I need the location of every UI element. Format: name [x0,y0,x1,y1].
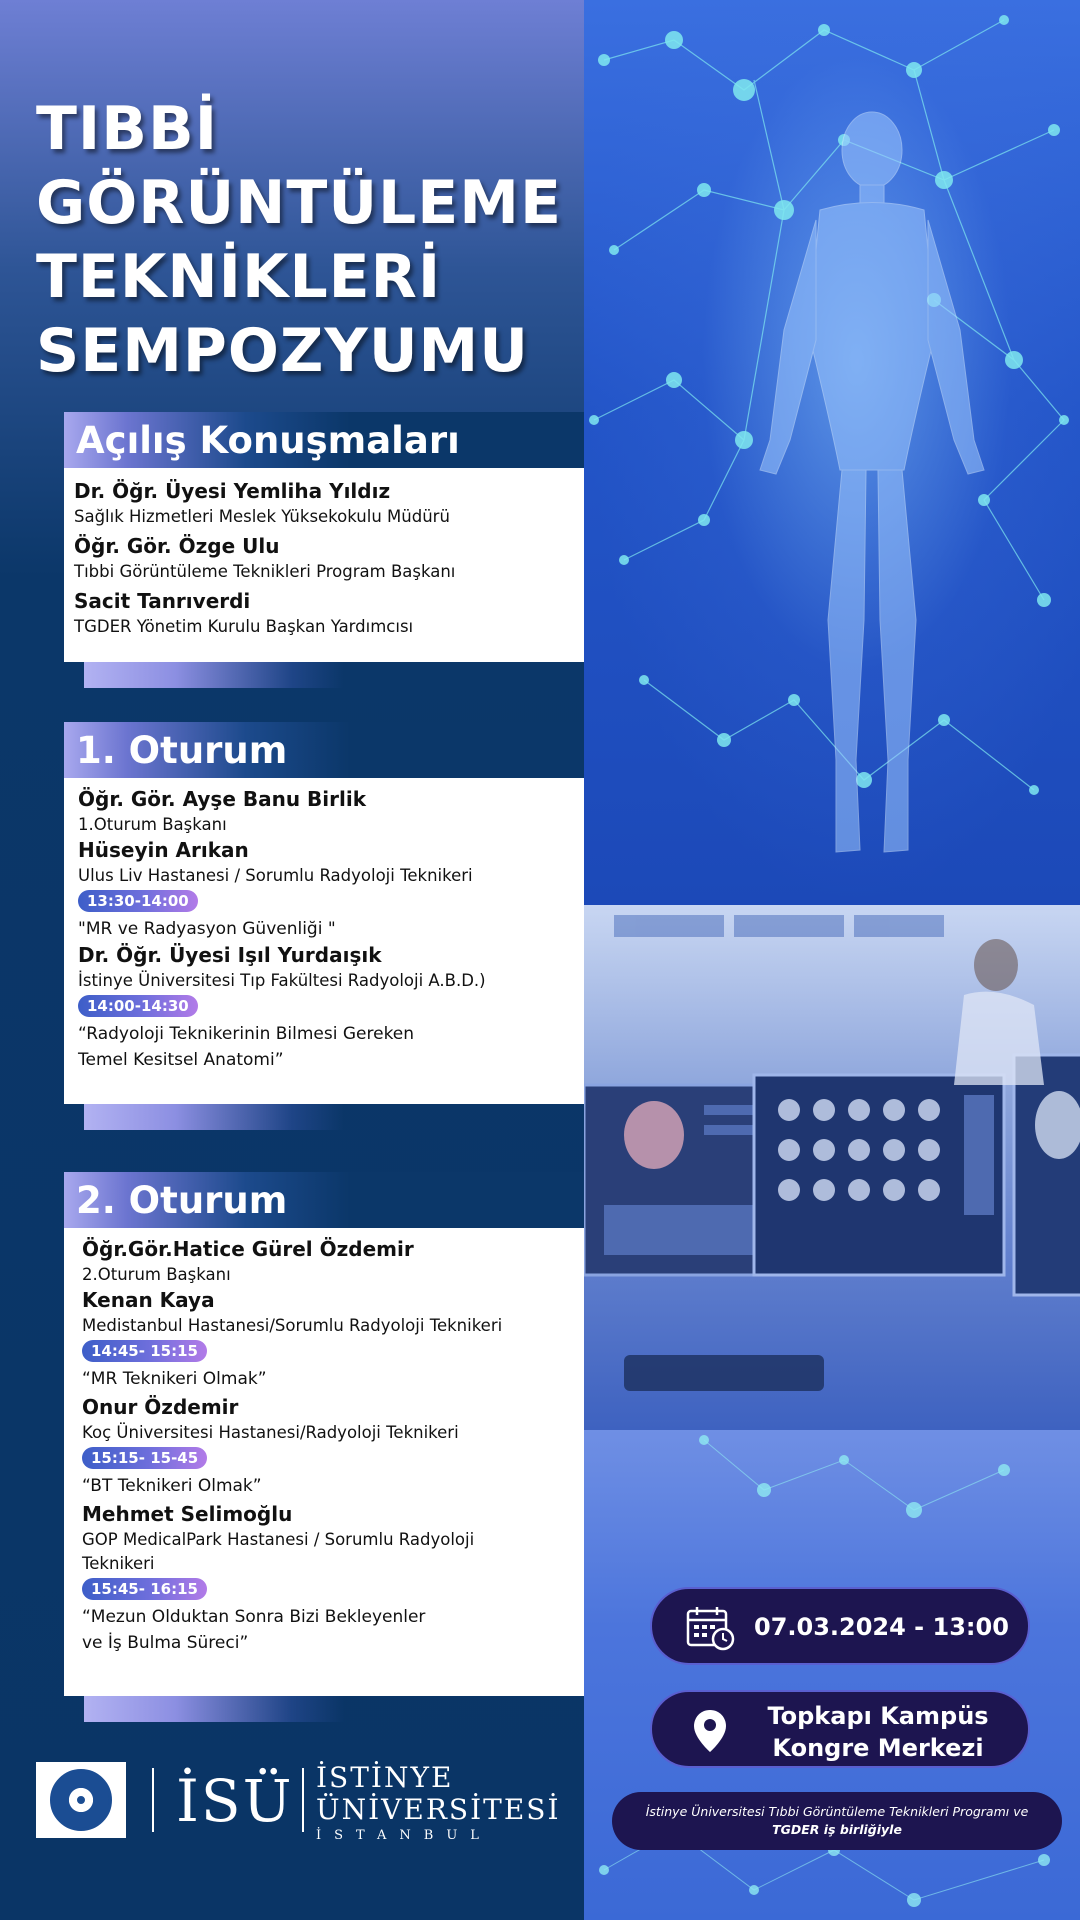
logo-divider [152,1768,154,1832]
location-pin-icon [692,1708,728,1754]
time-badge: 14:45- 15:15 [82,1340,207,1362]
speaker-role: İstinye Üniversitesi Tıp Fakültesi Radyoloji A.B.D.) [78,971,486,990]
talk-topic-line-2: Temel Kesitsel Anatomi” [78,1050,284,1070]
talk-topic-line-1: “Radyoloji Teknikerinin Bilmesi Gereken [78,1024,415,1044]
network-nodes-illustration [584,0,1080,905]
title-line-3: TEKNİKLERİ [36,242,442,312]
speaker-name: Dr. Öğr. Üyesi Yemliha Yıldız [74,479,391,503]
speaker-role: Medistanbul Hastanesi/Sorumlu Radyoloji Teknikeri [82,1316,503,1335]
title-line-1: TIBBİ [36,94,219,164]
section-heading: Açılış Konuşmaları [64,412,584,468]
university-name-line-1: İSTİNYE [316,1761,454,1794]
event-date-pill [650,1587,1030,1665]
speaker-role: TGDER Yönetim Kurulu Başkan Yardımcısı [74,617,414,636]
human-anatomy-illustration [584,0,1080,905]
speaker-role: Ulus Liv Hastanesi / Sorumlu Radyoloji Teknikeri [78,866,473,885]
speaker-role-line-2: Teknikeri [82,1554,155,1573]
partner-line-1: İstinye Üniversitesi Tıbbi Görüntüleme Teknikleri Programı ve [645,1804,1029,1819]
location-line-2: Kongre Merkezi [772,1734,984,1762]
event-datetime: 07.03.2024 - 13:00 [754,1613,1009,1641]
event-location-pill [650,1690,1030,1768]
speaker-name: Mehmet Selimoğlu [82,1502,293,1526]
speaker-name: Dr. Öğr. Üyesi Işıl Yurdaışık [78,943,382,967]
talk-topic-line-2: ve İş Bulma Süreci” [82,1633,249,1653]
section-tail-decoration [84,1696,344,1722]
talk-topic: “MR Teknikeri Olmak” [82,1369,267,1389]
speaker-name: Hüseyin Arıkan [78,838,249,862]
opening-section [64,412,584,688]
section-body [64,1228,584,1696]
speaker-role: Tıbbi Görüntüleme Teknikleri Program Başkanı [74,562,456,581]
speaker-role: Sağlık Hizmetleri Meslek Yüksekokulu Müdürü [74,507,450,526]
section-tail-decoration [84,1104,344,1130]
section-heading: 2. Oturum [64,1172,584,1228]
logo-divider [302,1768,304,1832]
section-heading: 1. Oturum [64,722,584,778]
speaker-name: Onur Özdemir [82,1395,239,1419]
university-name-line-2: ÜNİVERSİTESİ [316,1793,561,1826]
speaker-name: Kenan Kaya [82,1288,215,1312]
calendar-clock-icon [686,1605,736,1651]
chair-role: 2.Oturum Başkanı [82,1265,231,1284]
partner-line-2: TGDER iş birliğiyle [772,1822,902,1837]
chair-name: Öğr. Gör. Ayşe Banu Birlik [78,787,367,811]
title-line-4: SEMPOZYUMU [36,316,529,386]
title-line-2: GÖRÜNTÜLEME [36,168,562,238]
time-badge: 13:30-14:00 [78,890,198,912]
time-badge: 15:15- 15-45 [82,1447,207,1469]
session-2-section [64,1172,584,1722]
talk-topic: "MR ve Radyasyon Güvenliği " [78,919,336,939]
speaker-name: Sacit Tanrıverdi [74,589,251,613]
event-location [748,1700,1008,1764]
speaker-name: Öğr. Gör. Özge Ulu [74,534,280,558]
radiology-society-seal [36,1762,126,1838]
radiology-monitors-photo [584,905,1080,1430]
talk-topic: “BT Teknikeri Olmak” [82,1476,262,1496]
partnership-note [612,1792,1062,1850]
chair-role: 1.Oturum Başkanı [78,815,227,834]
time-badge: 14:00-14:30 [78,995,198,1017]
logo-bar [36,1761,561,1843]
time-badge: 15:45- 16:15 [82,1578,207,1600]
location-line-1: Topkapı Kampüs [767,1702,989,1730]
university-city: İSTANBUL [316,1828,492,1843]
section-body [64,468,584,662]
university-short-logo: İSÜ [176,1767,294,1835]
section-tail-decoration [84,662,344,688]
seal-ring [50,1769,112,1831]
section-body [64,778,584,1104]
session-1-section [64,722,584,1130]
speaker-role-line-1: GOP MedicalPark Hastanesi / Sorumlu Radyoloji [82,1530,475,1549]
poster-title [36,92,576,388]
seal-center [74,1793,88,1807]
university-name [316,1762,561,1826]
monitors-illustration [584,905,1080,1430]
speaker-role: Koç Üniversitesi Hastanesi/Radyoloji Teknikeri [82,1423,459,1442]
chair-name: Öğr.Gör.Hatice Gürel Özdemir [82,1237,414,1261]
talk-topic-line-1: “Mezun Olduktan Sonra Bizi Bekleyenler [82,1607,426,1627]
